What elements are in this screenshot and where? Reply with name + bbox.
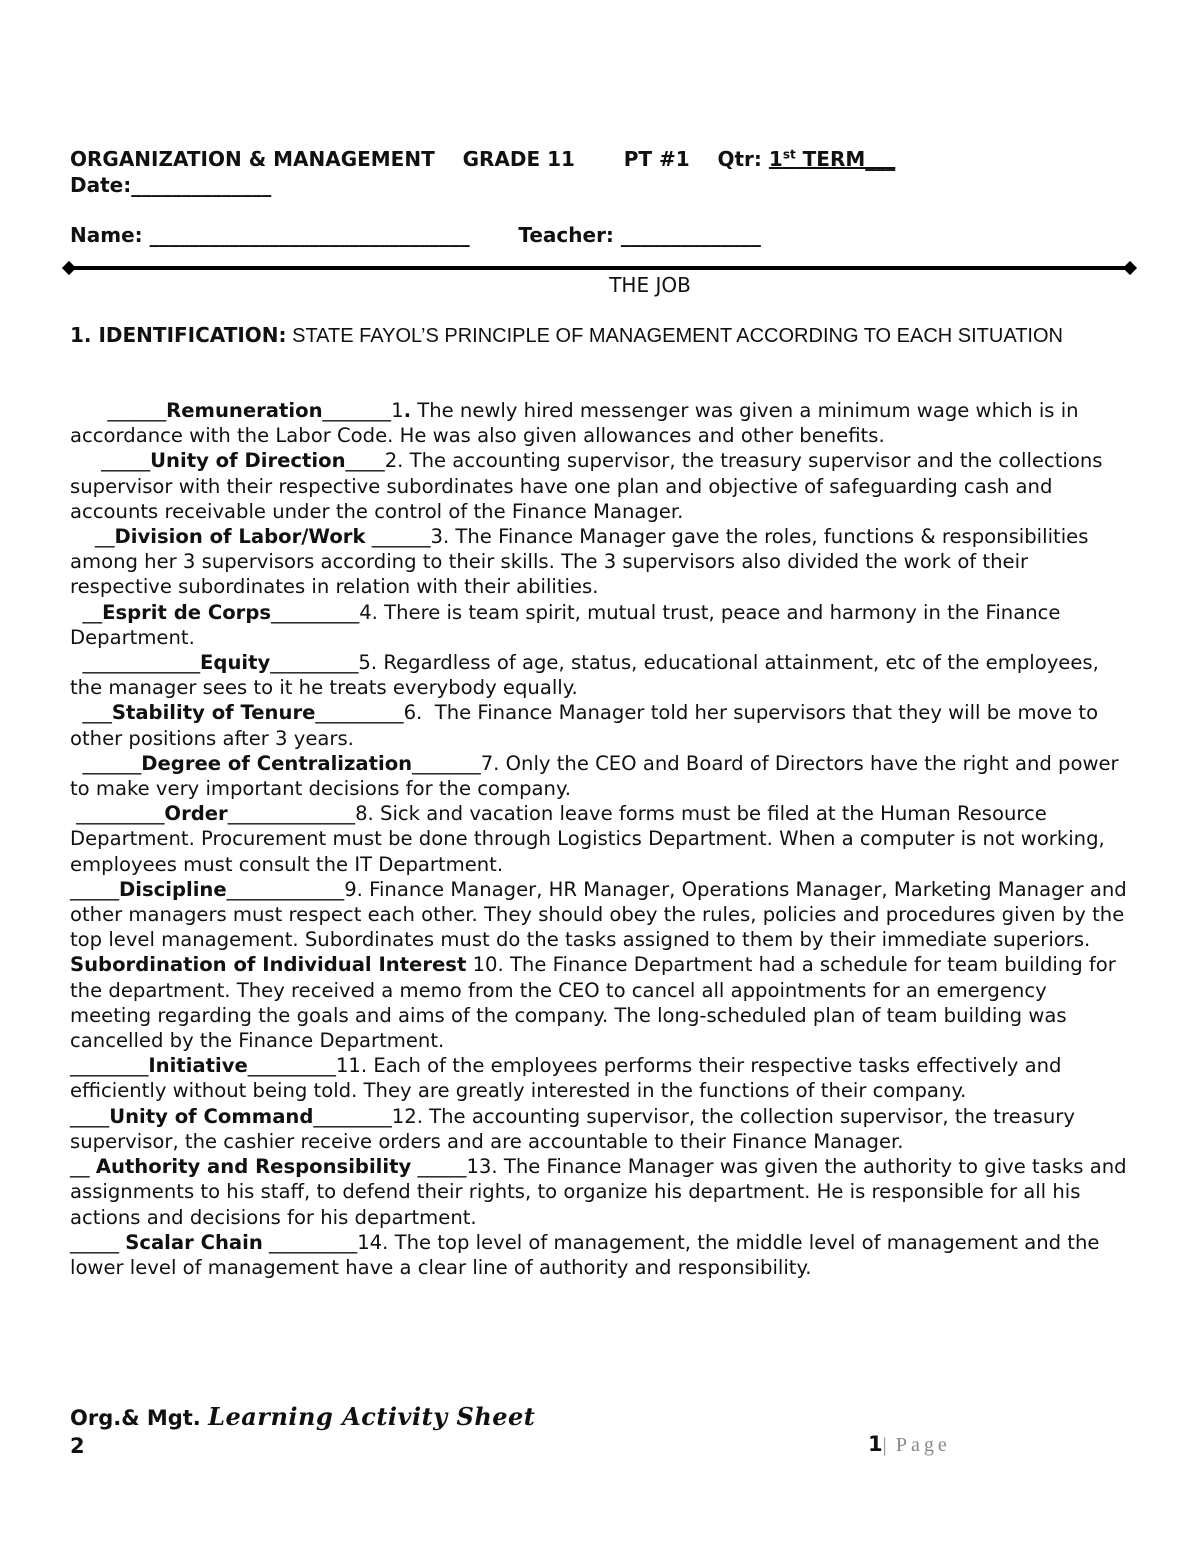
divider-rule [68, 266, 1132, 270]
answer-blank-pre: _____ [70, 877, 119, 901]
answer-blank-pre: ___ [70, 701, 112, 725]
date-label: Date: [70, 173, 132, 197]
question-text: 5. Regardless of age, status, educational attainment, etc of the employees, the manager sees to it he treats everybody equally. [70, 651, 1106, 700]
answer-blank-pre: __ [70, 525, 115, 549]
answer-blank-post: ____________ [226, 877, 345, 901]
section-title: THE JOB [609, 273, 691, 297]
question-text: The newly hired messenger was given a minimum wage which is in accordance with the Labor Code. He was also given allowances and other benefits. [70, 399, 1085, 448]
answer-blank-post: _____ [411, 1155, 467, 1179]
question-item [70, 952, 1132, 1053]
learning-activity-sheet-logo: Learning Activity Sheet [208, 1402, 536, 1431]
question-list [70, 398, 1132, 1280]
teacher-label: Teacher: [518, 223, 614, 247]
question-text: 8. Sick and vacation leave forms must be filed at the Human Resource Department. Procurement must be done through Logistics Department. When a computer is not working, employees must consult the IT Department. [70, 802, 1111, 876]
answer-blank-pre: ______ [70, 399, 167, 422]
question-item [70, 398, 1132, 448]
question-text: 3. The Finance Manager gave the roles, functions & responsibilities among her 3 supervisors according to their skills. The 3 supervisors also divided the work of their respective subordinates in relation with their abilities. [70, 525, 1095, 599]
answer-blank-pre: _________ [70, 802, 165, 826]
name-blank: ________________________________ [149, 223, 470, 247]
answer-blank-pre: ________ [70, 1054, 149, 1078]
answer-blank-pre: ______ [70, 751, 142, 775]
answer-blank-post: ____ [345, 449, 385, 473]
answer-blank-post: ________ [313, 1104, 392, 1128]
page-number: 1| Page [868, 1432, 951, 1456]
question-text: 7. Only the CEO and Board of Directors have the right and power to make very important decisions for the company. [70, 751, 1125, 801]
answer-text: Esprit de Corps [102, 600, 272, 624]
answer-text: Initiative [148, 1054, 248, 1078]
question-item [70, 877, 1132, 953]
question-text: 6. The Finance Manager told her supervisors that they will be move to other positions after 3 years. [70, 701, 1105, 750]
question-text: 12. The accounting supervisor, the collection supervisor, the treasury supervisor, the cashier receive orders and are accountable to their Finance Manager. [70, 1104, 1082, 1153]
answer-blank-post: ______ [365, 525, 431, 549]
question-item [70, 448, 1132, 524]
question-text: 11. Each of the employees performs their respective tasks effectively and efficiently without being told. They are greatly interested in the functions of their company. [70, 1054, 1068, 1103]
question-item [70, 1104, 1132, 1154]
question-text: 2. The accounting supervisor, the treasury supervisor and the collections supervisor with their respective subordinates have one plan and objective of safeguarding cash and accounts receivable under the control of the Finance Manager. [70, 449, 1109, 523]
grade: GRADE 11 [462, 147, 575, 171]
answer-blank-pre: ____ [70, 1104, 110, 1128]
question-text: 9. Finance Manager, HR Manager, Operations Manager, Marketing Manager and other managers must respect each other. They should obey the rules, policies and procedures given by the top level management. Subordinates must do the tasks assigned to them by their immediate superiors. [70, 877, 1133, 952]
name-line [70, 223, 761, 247]
answer-blank-pre: __ [70, 1155, 96, 1179]
instruction-text: STATE FAYOL’S PRINCIPLE OF MANAGEMENT ACCORDING TO EACH SITUATION [286, 325, 1063, 347]
answer-blank-pre: _____ [70, 449, 151, 473]
answer-blank-pre: _____ [70, 1230, 126, 1254]
question-item [70, 600, 1132, 650]
answer-text: Division of Labor/Work [114, 525, 366, 549]
name-label: Name: [70, 223, 143, 247]
qtr-label: Qtr: [717, 147, 762, 171]
answer-text: Scalar Chain [125, 1230, 263, 1254]
qtr-value: 1st TERM___ [768, 147, 896, 171]
question-text: 14. The top level of management, the middle level of management and the lower level of management have a clear line of authority and responsibility. [70, 1230, 1106, 1279]
date-blank: ______________ [131, 173, 272, 197]
pt-number: PT #1 [623, 147, 690, 171]
footer-number: 2 [70, 1434, 85, 1458]
question-item [70, 700, 1132, 750]
footer-course: Org.& Mgt. [70, 1406, 201, 1430]
answer-text: Stability of Tenure [111, 701, 316, 725]
instruction [70, 323, 1130, 349]
answer-blank-post: _________ [262, 1230, 358, 1254]
course-title: ORGANIZATION & MANAGEMENT [70, 147, 435, 171]
header-line-1 [70, 147, 895, 171]
answer-blank-post: _____________ [227, 802, 356, 826]
answer-blank-post: _________ [315, 701, 404, 725]
answer-text: Unity of Direction [150, 449, 346, 473]
answer-blank-post: _________ [271, 600, 360, 624]
question-item [70, 650, 1132, 700]
question-item [70, 1230, 1132, 1280]
question-item [70, 1154, 1132, 1230]
answer-text: Remuneration [166, 399, 323, 422]
answer-text: Discipline [118, 877, 227, 901]
answer-text: Subordination of Individual Interest [70, 953, 467, 977]
question-item [70, 801, 1132, 877]
item-marker: . [403, 399, 412, 422]
answer-text: Authority and Responsibility [95, 1155, 412, 1179]
question-text: 10. The Finance Department had a schedule for team building for the department. They received a memo from the CEO to cancel all appointments for an emergency meeting regarding the goals and aims of the company. The long-scheduled plan of team building was cancelled by the Finance Department. [70, 953, 1123, 1053]
answer-text: Degree of Centralization [141, 751, 413, 775]
question-item [70, 1053, 1132, 1103]
answer-blank-post: _______ [412, 751, 481, 775]
answer-blank-pre: __ [70, 600, 103, 624]
teacher-blank: ______________ [620, 223, 761, 247]
date-line [70, 173, 271, 197]
answer-blank-post: _______1 [322, 399, 404, 422]
question-text: 13. The Finance Manager was given the authority to give tasks and assignments to his staff, to defend their rights, to organize his department. He is responsible for all his actions and decisions for his department. [70, 1155, 1133, 1229]
answer-text: Unity of Command [109, 1104, 314, 1128]
question-item [70, 524, 1132, 600]
answer-blank-post: _________ [247, 1054, 336, 1078]
answer-text: Order [164, 802, 228, 826]
instruction-label: 1. IDENTIFICATION: [70, 323, 287, 347]
question-text: 4. There is team spirit, mutual trust, peace and harmony in the Finance Department. [70, 600, 1067, 649]
question-item [70, 751, 1132, 801]
answer-text: Equity [200, 651, 271, 675]
answer-blank-post: _________ [270, 651, 359, 675]
footer-left [70, 1403, 535, 1460]
answer-blank-pre: ____________ [70, 651, 201, 675]
